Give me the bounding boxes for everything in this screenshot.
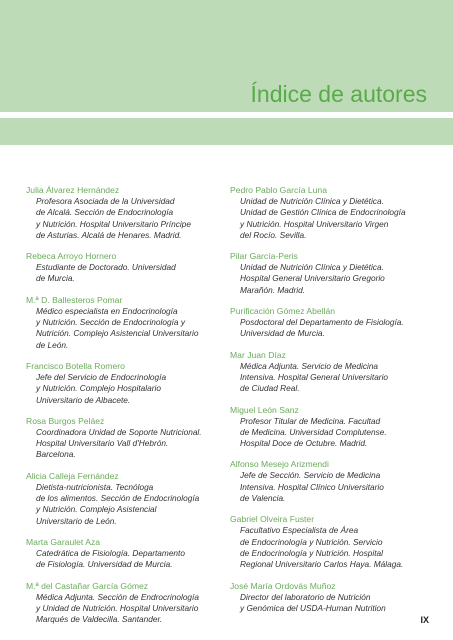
author-entry (230, 514, 430, 570)
affiliation-line: Unidad de Nutrición Clínica y Dietética. (240, 262, 384, 273)
author-entry (26, 416, 226, 461)
author-name: Pilar García-Peris (230, 251, 298, 262)
author-entry (230, 459, 430, 504)
affiliation-line: de Alcalá. Sección de Endocrinología (36, 207, 174, 218)
author-name: Miguel León Sanz (230, 404, 299, 415)
affiliation-line: Intensiva. Hospital General Universitario (240, 371, 389, 382)
affiliation-line: Médico especialista en Endocrinología (36, 305, 178, 316)
author-affiliation (240, 317, 430, 340)
author-affiliation (36, 262, 226, 285)
author-affiliation (240, 196, 430, 241)
affiliation-line: Marañón. Madrid. (240, 284, 306, 295)
affiliation-line: de Murcia. (36, 273, 75, 284)
author-entry (230, 581, 430, 615)
affiliation-line: Intensiva. Hospital Clínico Universitario (240, 481, 384, 492)
author-affiliation (240, 470, 430, 504)
author-entry (26, 251, 226, 285)
affiliation-line: Universidad de Murcia. (240, 328, 325, 339)
affiliation-line: de Fisiología. Universidad de Murcia. (36, 559, 173, 570)
author-entry (26, 361, 226, 406)
author-name: Rosa Burgos Peláez (26, 415, 105, 426)
affiliation-line: Universitario de Albacete. (36, 394, 131, 405)
affiliation-line: Dietista-nutricionista. Tecnóloga (36, 481, 154, 492)
author-name: M.ª D. Ballesteros Pomar (26, 294, 123, 305)
author-affiliation (36, 427, 226, 461)
affiliation-line: y Nutrición. Complejo Asistencial (36, 504, 157, 515)
affiliation-line: Jefe del Servicio de Endocrinología (36, 371, 167, 382)
page-title: Índice de autores (250, 81, 427, 107)
author-affiliation (36, 306, 226, 351)
affiliation-line: Marqués de Valdecilla. Santander. (36, 614, 163, 625)
author-entry (230, 405, 430, 450)
affiliation-line: Facultativo Especialista de Área (240, 525, 359, 536)
author-entry (26, 185, 226, 241)
affiliation-line: Hospital Doce de Octubre. Madrid. (240, 438, 368, 449)
affiliation-line: y Genómica del USDA-Human Nutrition (240, 602, 386, 613)
affiliation-line: Unidad de Nutrición Clínica y Dietética. (240, 196, 384, 206)
header-band (0, 0, 453, 145)
affiliation-line: Director del laboratorio de Nutrición (240, 591, 371, 602)
affiliation-line: Posdoctoral del Departamento de Fisiología. (240, 317, 404, 328)
affiliation-line: Universitario de León. (36, 515, 117, 526)
author-name: Francisco Botella Romero (26, 360, 125, 371)
header-divider (0, 112, 453, 118)
affiliation-line: del Rocío. Sevilla. (240, 229, 307, 240)
author-entry (26, 581, 226, 626)
affiliation-line: de Endocrinología y Nutrición. Hospital (240, 547, 383, 558)
affiliation-line: y Nutrición. Hospital Universitario Príncipe (36, 218, 191, 229)
affiliation-line: Profesora Asociada de la Universidad (36, 196, 175, 206)
author-affiliation (36, 372, 226, 406)
affiliation-line: Barcelona. (36, 449, 76, 460)
affiliation-line: Hospital Universitario Vall d'Hebrón. (36, 438, 169, 449)
affiliation-line: Médica Adjunta. Servicio de Medicina (240, 360, 379, 371)
author-affiliation (240, 592, 430, 615)
author-entry (230, 251, 430, 296)
affiliation-line: Unidad de Gestión Clínica de Endocrinología (240, 207, 406, 218)
author-name: Mar Juan Díaz (230, 349, 286, 360)
author-name: M.ª del Castañar García Gómez (26, 580, 149, 591)
author-affiliation (240, 416, 430, 450)
author-entry (26, 537, 226, 571)
affiliation-line: de Valencia. (240, 493, 286, 504)
author-name: Rebeca Arroyo Hornero (26, 251, 117, 262)
author-affiliation (240, 262, 430, 296)
affiliation-line: de los alimentos. Sección de Endocrinología (36, 493, 200, 504)
affiliation-line: Coordinadora Unidad de Soporte Nutricional. (36, 426, 202, 437)
affiliation-line: Regional Universitario Carlos Haya. Málaga. (240, 559, 404, 570)
author-affiliation (36, 548, 226, 571)
author-name: Alicia Calleja Fernández (26, 470, 119, 481)
author-affiliation (240, 525, 430, 570)
author-affiliation (36, 592, 226, 626)
affiliation-line: de Medicina. Universidad Complutense. (240, 426, 387, 437)
authors-column-right (230, 185, 430, 624)
affiliation-line: de Asturias. Alcalá de Henares. Madrid. (36, 229, 182, 240)
affiliation-line: de León. (36, 339, 69, 350)
affiliation-line: Profesor Titular de Medicina. Facultad (240, 415, 381, 426)
authors-column-left (26, 185, 226, 635)
author-entry (230, 185, 430, 241)
page-number: IX (420, 615, 429, 625)
author-name: Pedro Pablo García Luna (230, 185, 327, 195)
author-name: Marta Garaulet Aza (26, 536, 101, 547)
affiliation-line: de Ciudad Real. (240, 383, 300, 394)
author-affiliation (240, 361, 430, 395)
author-name: José María Ordovás Muñoz (230, 580, 336, 591)
author-entry (26, 295, 226, 351)
author-entry (230, 350, 430, 395)
author-name: Alfonso Mesejo Arizmendi (230, 459, 329, 470)
affiliation-line: y Nutrición. Sección de Endocrinología y (36, 317, 185, 328)
affiliation-line: y Unidad de Nutrición. Hospital Universitario (36, 602, 199, 613)
author-name: Julia Álvarez Hernández (26, 185, 120, 195)
affiliation-line: Hospital General Universitario Gregorio (240, 273, 385, 284)
author-affiliation (36, 482, 226, 527)
affiliation-line: Nutrición. Complejo Asistencial Universitario (36, 328, 199, 339)
affiliation-line: Catedrática de Fisiología. Departamento (36, 547, 185, 558)
author-name: Gabriel Olveira Fuster (230, 514, 315, 525)
author-entry (230, 306, 430, 340)
affiliation-line: de Endocrinología y Nutrición. Servicio (240, 536, 383, 547)
affiliation-line: Jefe de Sección. Servicio de Medicina (240, 470, 381, 481)
affiliation-line: y Nutrición. Hospital Universitario Virgen (240, 218, 389, 229)
affiliation-line: y Nutrición. Complejo Hospitalario (36, 383, 161, 394)
affiliation-line: Estudiante de Doctorado. Universidad (36, 262, 176, 273)
author-entry (26, 471, 226, 527)
author-affiliation (36, 196, 226, 241)
author-name: Purificación Gómez Abellán (230, 306, 336, 317)
affiliation-line: Médica Adjunta. Sección de Endrocrinología (36, 591, 199, 602)
